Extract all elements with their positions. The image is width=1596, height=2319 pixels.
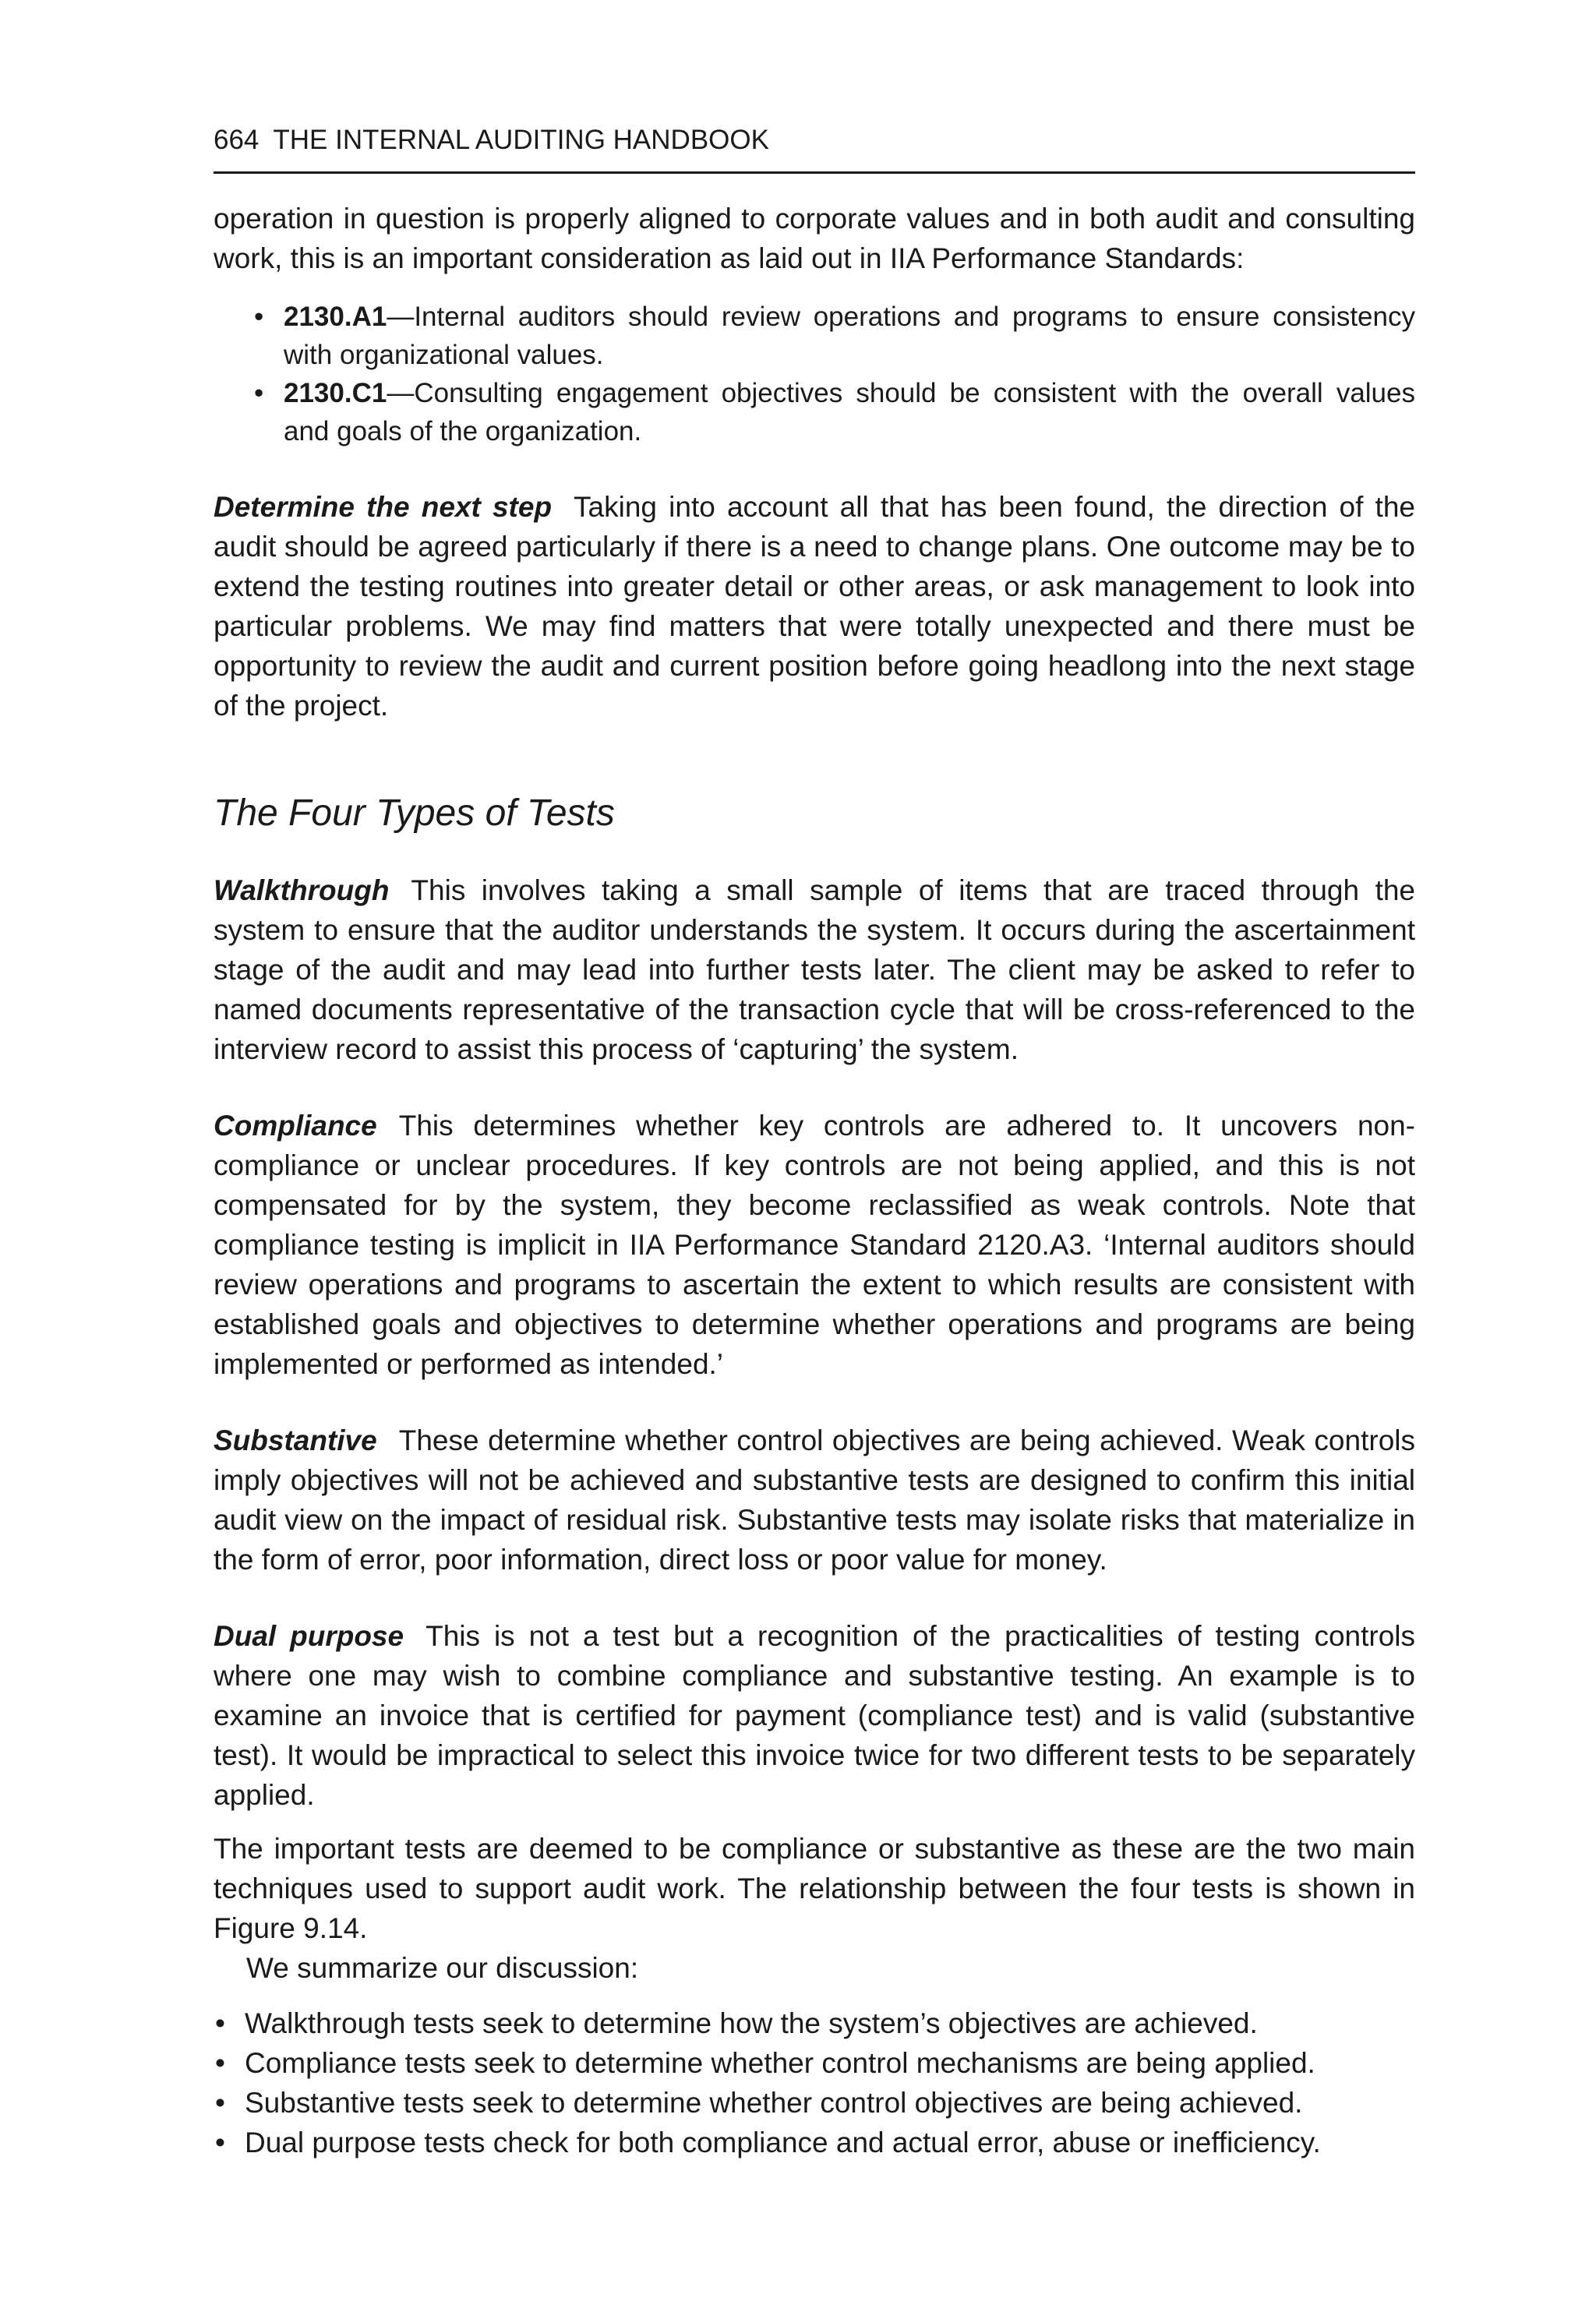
substantive-paragraph	[214, 1421, 1415, 1580]
dual-purpose-text: This is not a test but a recognition of the practicalities of testing controls where one may wish to combine compliance and substantive testing. An example is to examine an invoice that is certified for payment (compliance test) and is valid (substantive test). It would be impractical to select this invoice twice for two different tests to be separately applied.	[214, 1620, 1415, 1811]
summary-item: • Substantive tests seek to determine whether control objectives are being achieved.	[245, 2083, 1415, 2123]
standard-item	[284, 298, 1415, 374]
page-number: 664	[214, 125, 260, 155]
page-body	[214, 199, 1415, 2162]
summary-item: • Compliance tests seek to determine whether control mechanisms are being applied.	[245, 2043, 1415, 2083]
next-step-text: Taking into account all that has been found, the direction of the audit should be agreed particularly if there is a need to change plans. One outcome may be to extend the testing routines into greater detail or other areas, or ask management to look into particular problems. We may find matters that were totally unexpected and there must be opportunity to review the audit and current position before going headlong into the next stage of the project.	[214, 491, 1415, 722]
standards-list	[214, 298, 1415, 450]
running-title: THE INTERNAL AUDITING HANDBOOK	[273, 125, 769, 155]
dual-purpose-paragraph	[214, 1616, 1415, 1815]
standard-code: 2130.A1	[284, 302, 387, 332]
standard-text: —Internal auditors should review operations and programs to ensure consistency with organizational values.	[284, 302, 1415, 370]
walkthrough-paragraph	[214, 870, 1415, 1069]
important-tests-paragraph: The important tests are deemed to be compliance or substantive as these are the two main techniques used to support audit work. The relationship between the four tests is shown in Figure 9.14.	[214, 1833, 1415, 1944]
summary-item: • Walkthrough tests seek to determine how the system’s objectives are achieved.	[245, 2003, 1415, 2043]
intro-paragraph: operation in question is properly aligned to corporate values and in both audit and consulting work, this is an important consideration as laid out in IIA Performance Standards:	[214, 203, 1415, 274]
substantive-text: These determine whether control objectives are being achieved. Weak controls imply objectives will not be achieved and substantive tests are designed to confirm this initial audit view on the impact of residual risk. Substantive tests may isolate risks that materialize in the form of error, poor information, direct loss or poor value for money.	[214, 1424, 1415, 1576]
standard-item	[284, 374, 1415, 450]
section-title: The Four Types of Tests	[214, 792, 615, 834]
summary-intro: We summarize our discussion:	[246, 1952, 639, 1984]
summary-list	[214, 2003, 1415, 2162]
dual-purpose-heading: Dual purpose	[214, 1620, 404, 1652]
compliance-heading: Compliance	[214, 1110, 377, 1142]
compliance-text: This determines whether key controls are adhered to. It uncovers non-compliance or unclear procedures. If key controls are not being applied, and this is not compensated for by the system, they become reclassified as weak controls. Note that compliance testing is implicit in IIA Performance Standard 2120.A3. ‘Internal auditors should review operations and programs to ascertain the extent to which results are consistent with established goals and objectives to determine whether operations and programs are being implemented or performed as intended.’	[214, 1110, 1415, 1380]
next-step-paragraph	[214, 487, 1415, 725]
compliance-paragraph	[214, 1106, 1415, 1384]
standard-text: —Consulting engagement objectives should be consistent with the overall values and goals of the organization.	[284, 378, 1415, 447]
summary-item: • Dual purpose tests check for both compliance and actual error, abuse or inefficiency.	[245, 2123, 1415, 2162]
walkthrough-heading: Walkthrough	[214, 874, 390, 906]
substantive-heading: Substantive	[214, 1424, 377, 1456]
running-header	[214, 117, 1415, 174]
walkthrough-text: This involves taking a small sample of items that are traced through the system to ensure that the auditor understands the system. It occurs during the ascertainment stage of the audit and may lead into further tests later. The client may be asked to refer to named documents representative of the transaction cycle that will be cross-referenced to the interview record to assist this process of ‘capturing’ the system.	[214, 874, 1415, 1065]
next-step-heading: Determine the next step	[214, 491, 553, 523]
standard-code: 2130.C1	[284, 378, 387, 408]
